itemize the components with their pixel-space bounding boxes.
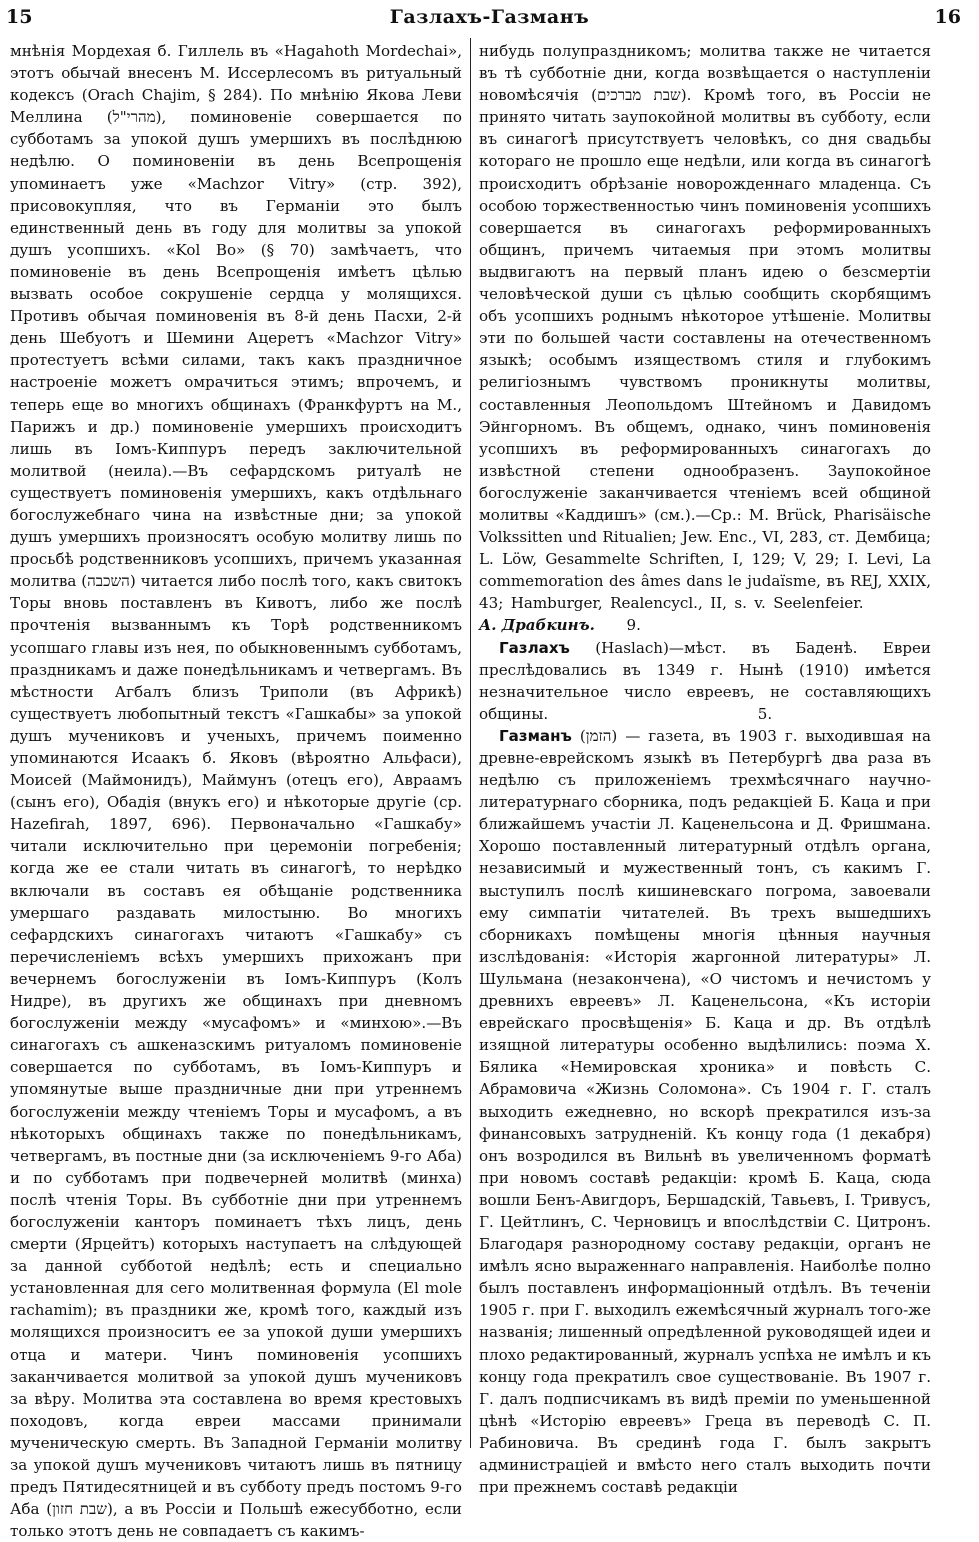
entry-gazman (479, 725, 931, 1498)
page-number-right: 16 (934, 6, 961, 28)
entry-gazman-title: Газманъ (499, 726, 572, 745)
continuation-text (479, 40, 931, 637)
entry-gazlah-text: (Haslach)—мѣст. въ Баденѣ. Евреи преслѣдовались въ 1349 г. Нынѣ (1910) имѣется незначительное число евреевъ, не составляющихъ общины. (479, 638, 931, 723)
right-column (479, 40, 931, 1497)
signature-number: 9. (626, 616, 641, 635)
author-signature: А. Драбкинъ. (479, 616, 595, 635)
left-column (10, 40, 462, 1541)
page-number-left: 15 (6, 6, 33, 28)
left-column-text: мнѣнія Мордехая б. Гиллель въ «Hagahoth Mordechai», этотъ обычай внесенъ М. Иссерлесомъ въ ритуальный кодексъ (Orach Chajim, § 284). По мнѣнію Якова Леви Меллина (מהרי"ל), поминовеніе совершается по субботамъ за упокой душъ умершихъ въ послѣднюю недѣлю. О поминовеніи въ день Всепрощенія упоминаетъ уже «Machzor Vitry» (стр. 392), присовокупляя, что въ Германіи это былъ единственный день въ году для молитвы за упокой душъ усопшихъ. «Kol Bo» (§ 70) замѣчаетъ, что поминовеніе въ день Всепрощенія имѣетъ цѣлью вызвать особое сокрушеніе сердца у молящихся. Противъ обычая поминовенія въ 8-й день Пасхи, 2-й день Шебуотъ и Шемини Ацеретъ «Machzor Vitry» протестуетъ всѣми силами, такъ какъ праздничное настроеніе можетъ омрачиться этимъ; впрочемъ, и теперь еще во многихъ общинахъ (Франкфуртъ на М., Парижъ и др.) поминовеніе умершихъ происходитъ лишь въ Іомъ-Киппуръ передъ заключительной молитвой (неила).—Въ сефардскомъ ритуалѣ не существуетъ поминовенія умершихъ, какъ отдѣльнаго богослужебнаго чина на извѣстные дни; за упокой душъ умершихъ произносятъ особую молитву лишь по просьбѣ родственниковъ усопшихъ, причемъ указанная молитва (השכבה) читается либо послѣ того, какъ свитокъ Торы вновь поставленъ въ Кивотъ, либо же послѣ прочтенія вызваннымъ къ Торѣ родственникомъ усопшаго главы изъ нея, по обыкновеннымъ субботамъ, праздникамъ и даже понедѣльникамъ и четвергамъ. Въ мѣстности Агбалъ близъ Триполи (въ Африкѣ) существуетъ любопытный текстъ «Гашкабы» за упокой душъ мучениковъ и ученыхъ, причемъ поименно упоминаются Исаакъ б. Яковъ (вѣроятно Альфаси), Моисей (Маймонидъ), Маймунъ (отецъ его), Авраамъ (сынъ его), Обадія (внукъ его) и нѣкоторые другіе (ср. Hazefirah, 1897, 696). Первоначально «Гашкабу» читали исключительно при церемоніи погребенія; когда же ее стали читать въ синагогѣ, то нерѣдко включали въ составъ ея обѣщаніе родственника умершаго раздавать милостыню. Во многихъ сефардскихъ синагогахъ читаютъ «Гашкабу» съ перечисленіемъ всѣхъ умершихъ прихожанъ при вечернемъ богослуженіи въ Іомъ-Киппуръ (Колъ Нидре), въ другихъ же общинахъ при дневномъ богослуженіи между «мусафомъ» и «минхою».—Въ синагогахъ съ ашкеназскимъ ритуаломъ поминовеніе совершается по субботамъ, въ Іомъ-Киппуръ и упомянутые выше праздничные дни при утреннемъ богослуженіи между чтеніемъ Торы и мусафомъ, а въ нѣкоторыхъ общинахъ также по понедѣльникамъ, четвергамъ, въ постные дни (за исключеніемъ 9-го Аба) и по субботамъ при подвечерней молитвѣ (минха) послѣ чтенія Торы. Въ субботніе дни при утреннемъ богослуженіи канторъ поминаетъ тѣхъ лицъ, день смерти (Ярцейтъ) которыхъ наступаетъ на слѣдующей за данной субботой недѣлѣ; есть и специально установленная для сего молитвенная формула (El mole rachamim); въ праздники же, кромѣ того, каждый изъ молящихся произноситъ ее за упокой души умершихъ отца и матери. Чинъ поминовенія усопшихъ заканчивается молитвой за упокой душъ мучениковъ за вѣру. Молитва эта составлена во время крестовыхъ походовъ, когда евреи массами принимали мученическую смерть. Въ Западной Германіи молитву за упокой душъ мучениковъ читаютъ лишь въ пятницу предъ Пятидесятницей и въ субботу предъ постомъ 9-го Аба (שבת חזון), а въ Россіи и Польшѣ ежесубботно, если только этотъ день не совпадаетъ съ какимъ- (10, 42, 462, 1541)
continuation-body: нибудь полупраздникомъ; молитва также не читается въ тѣ субботніе дни, когда возвѣщается о наступленіи новомѣсячія (שבת מברכים). Кромѣ того, въ Россіи не принято читать заупокойной молитвы въ субботу, если въ синагогѣ присутствуетъ человѣкъ, со дня свадьбы котораго не прошло еще недѣли, или когда въ синагогѣ происходитъ обрѣзаніе новорожденнаго младенца. Съ особою торжественностью чинъ поминовенія усопшихъ совершается въ синагогахъ реформированныхъ общинъ, причемъ читаемыя при этомъ молитвы выдвигаютъ на первый планъ идею о безсмертіи человѣческой души съ цѣлью сообщить скорбящимъ объ усопшихъ роднымъ нѣкоторое утѣшеніе. Молитвы эти по большей части составлены на отечественномъ языкѣ; особымъ изяществомъ стиля и глубокимъ религіознымъ чувствомъ проникнуты молитвы, составленныя Леопольдомъ Штейномъ и Давидомъ Эйнгорномъ. Въ общемъ, однако, чинъ поминовенія усопшихъ въ реформированныхъ синагогахъ до извѣстной степени однообразенъ. Заупокойное богослуженіе заканчивается чтеніемъ всей общиной молитвы «Каддишъ» (см.).—Ср.: M. Brück, Pharisäische Volkssitten und Ritualien; Jew. Enc., VI, 283, ст. Дембица; L. Löw, Gesammelte Schriften, I, 129; V, 29; I. Levi, La commemoration des âmes dans le judaïsme, въ REJ, XXIX, 43; Hamburger, Realencycl., II, s. v. Seelenfeier. (479, 42, 931, 613)
entry-gazman-text: (הזמן) — газета, въ 1903 г. выходившая на древне-еврейскомъ языкѣ въ Петербургѣ два раза въ недѣлю съ приложеніемъ трехмѣсячнаго научно-литературнаго сборника, подъ редакціей Б. Каца и при ближайшемъ участіи Л. Каценельсона и Д. Фришмана. Хорошо поставленный литературный отдѣлъ органа, независимый и мужественный тонъ, съ какимъ Г. выступилъ послѣ кишиневскаго погрома, завоевали ему симпатіи читателей. Въ трехъ вышедшихъ сборникахъ помѣщены многія цѣнныя научныя изслѣдованія: «Исторія жаргонной литературы» Л. Шульмана (незакончена), «О чистомъ и нечистомъ у древнихъ евреевъ» Л. Каценельсона, «Къ исторіи еврейскаго просвѣщенія» Б. Каца и др. Въ отдѣлѣ изящной литературы особенно выдѣлились: поэма Х. Бялика «Немировская хроника» и повѣсть С. Абрамовича «Жизнь Соломона». Съ 1904 г. Г. сталъ выходить ежедневно, но вскорѣ прекратился изъ-за финансовыхъ затрудненій. Къ концу года (1 декабря) онъ возродился въ Вильнѣ въ увеличенномъ форматѣ при новомъ составѣ редакціи: кромѣ Б. Каца, сюда вошли Бенъ-Авигдоръ, Бершадскій, Тавьевъ, І. Тривусъ, Г. Цейтлинъ, С. Черновицъ и впослѣдствіи С. Цитронъ. Благодаря разнородному составу редакціи, органъ не имѣлъ ясно выраженнаго направленія. Наиболѣе полно былъ поставленъ информаціонный отдѣлъ. Въ теченіи 1905 г. при Г. выходилъ ежемѣсячный журналъ того-же названія; лишенный опредѣленной руководящей идеи и плохо редактированный, журналъ успѣха не имѣлъ и къ концу года прекратилъ свое существованіе. Въ 1907 г. Г. далъ подписчикамъ въ видѣ преміи по уменьшенной цѣнѣ «Исторію евреевъ» Греца въ переводѣ С. П. Рабиновича. Въ срединѣ года Г. былъ закрытъ администраціей и вмѣсто него сталъ выходить почти при прежнемъ составѣ редакціи (479, 726, 931, 1497)
entry-gazlah-title: Газлахъ (499, 638, 570, 657)
column-divider (470, 38, 471, 1448)
running-title: Газлахъ-Газманъ (389, 6, 590, 28)
entry-gazlah-number: 5. (757, 704, 773, 723)
page-header (0, 4, 979, 34)
entry-gazlah (479, 637, 931, 725)
